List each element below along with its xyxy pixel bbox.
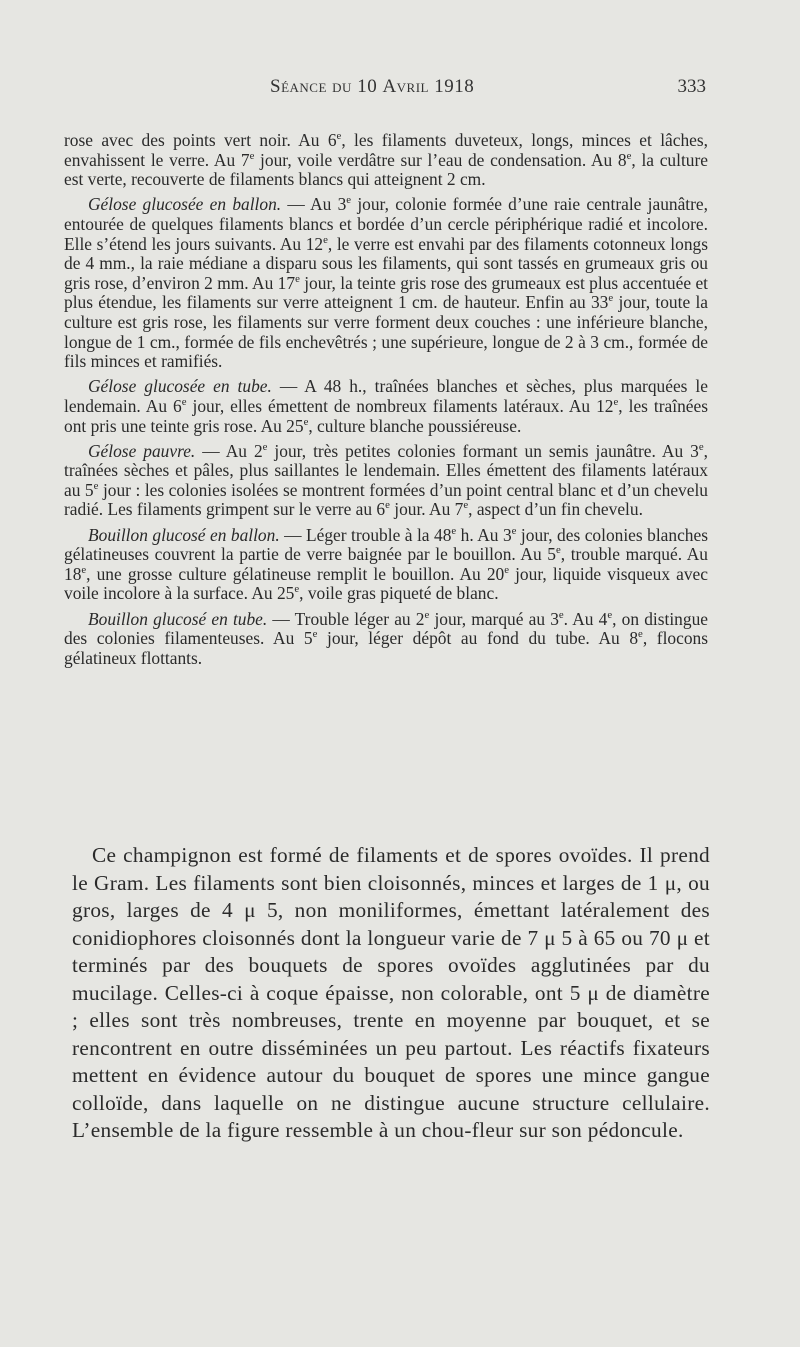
- text-run: , les traînées ont pris une teinte gris rose. Au 25: [64, 395, 708, 436]
- superscript: e: [555, 544, 561, 557]
- text-run: , les filaments duveteux, longs, minces et lâches, envahissent le verre. Au 7: [64, 130, 708, 170]
- superscript: e: [312, 628, 318, 641]
- fungus-description: [72, 842, 710, 1145]
- superscript: e: [294, 583, 300, 596]
- superscript: e: [346, 194, 352, 207]
- superscript: e: [336, 130, 342, 143]
- text-run: jour, toute la culture est gris rose, les filaments sur verre forment deux couches : une inférieure blanche, longue de 1 cm., formée de fils enchevêtrés ; une supérieure, longue de 2 à 3 cm., formée de fils minces et ramifiés.: [64, 292, 708, 372]
- paragraph-bouillon-glucose-tube: [64, 610, 708, 669]
- culture-observations: [64, 131, 708, 674]
- paragraph-gelose-glucosee-tube: [64, 377, 708, 436]
- title-month: Avril: [382, 76, 429, 97]
- text-run: , aspect d’un fin chevelu.: [468, 499, 643, 520]
- superscript: e: [463, 499, 469, 512]
- superscript: e: [385, 499, 390, 512]
- superscript: e: [262, 440, 268, 453]
- superscript: e: [93, 480, 99, 493]
- superscript: e: [511, 524, 517, 537]
- superscript: e: [181, 396, 187, 409]
- text-run: jour, elles émettent de nombreux filaments latéraux. Au 12: [186, 395, 614, 416]
- paragraph-title: Gélose glucosée en tube.: [88, 376, 272, 397]
- title-prefix: Séance du: [270, 76, 352, 97]
- title-year: 1918: [434, 76, 475, 97]
- paragraph-bouillon-glucose-ballon: [64, 526, 708, 604]
- text-run: , traînées sèches et pâles, plus saillantes le lendemain. Elles émettent des filaments latéraux au 5: [64, 440, 708, 500]
- text-run: jour, léger dépôt au fond du tube. Au 8: [317, 628, 639, 649]
- text-run: jour. Au 7: [389, 499, 464, 520]
- text-run: h. Au 3: [456, 524, 512, 545]
- superscript: e: [303, 415, 309, 428]
- text-run: , le verre est envahi par des filaments cotonneux longs de 4 mm., la raie médiane a disparu sous les filaments, qui sont tassés en grumeaux gris ou gris rose, d’environ 2 mm. Au 17: [64, 233, 708, 293]
- text-run: jour, colonie formée d’une raie centrale jaunâtre, entourée de quelques filaments blancs et bordée d’un cercle périphérique radié et incolore. Elle s’étend les jours suivants. Au 12: [64, 194, 708, 254]
- paragraph-continuation: [64, 131, 708, 190]
- text-run: . Au 4: [563, 608, 608, 629]
- superscript: e: [323, 233, 328, 246]
- text-run: jour, la teinte gris rose des grumeaux est plus accentuée et plus étendue, les filaments sur verre atteignent 1 cm. de hauteur. Enfin au 33: [64, 272, 708, 313]
- text-run: , culture blanche poussiéreuse.: [308, 415, 522, 436]
- paragraph-title: Gélose glucosée en ballon.: [88, 194, 282, 215]
- superscript: e: [81, 564, 87, 577]
- superscript: e: [424, 608, 430, 621]
- text-run: , la culture est verte, recouverte de filaments blancs qui atteignent 2 cm.: [64, 149, 708, 190]
- text-run: — Au 2: [195, 440, 263, 461]
- text-run: — Léger trouble à la 48: [279, 524, 452, 545]
- paragraph-title: Bouillon glucosé en ballon.: [88, 524, 280, 545]
- page-number: 333: [677, 76, 706, 97]
- text-run: — A 48 h., traînées blanches et sèches, plus marquées le lendemain. Au 6: [64, 376, 708, 416]
- text-run: , flocons gélatineux flottants.: [64, 628, 708, 668]
- paragraph-title: Gélose pauvre.: [88, 440, 196, 461]
- text-run: jour : les colonies isolées se montrent formées d’un point central blanc et d’un chevelu radié. Les filaments grimpent sur le verre au 6: [64, 479, 708, 520]
- text-run: , trouble marqué. Au 18: [64, 544, 708, 584]
- superscript: e: [607, 608, 613, 621]
- superscript: e: [608, 292, 614, 305]
- paragraph-gelose-pauvre: [64, 442, 708, 520]
- paragraph-gelose-glucosee-ballon: [64, 195, 708, 371]
- superscript: e: [698, 440, 704, 453]
- superscript: e: [558, 608, 564, 621]
- superscript: e: [451, 524, 457, 537]
- superscript: e: [613, 396, 619, 409]
- text-run: jour, voile verdâtre sur l’eau de condensation. Au 8: [254, 149, 627, 170]
- text-run: , on distingue des colonies filamenteuses. Au 5: [64, 608, 708, 649]
- text-run: — Trouble léger au 2: [267, 608, 425, 629]
- paragraph-description: Ce champignon est formé de filaments et de spores ovoïdes. Il prend le Gram. Les filaments sont bien cloisonnés, minces et larges de 1 μ, ou gros, larges de 4 μ 5, non moniliformes, émettant latéralement des conidiophores cloisonnés dont la longueur varie de 7 μ 5 à 65 ou 70 μ et terminés par des bouquets de spores ovoïdes agglutinées par du mucilage. Celles-ci à coque épaisse, non colorable, ont 5 μ de diamètre ; elles sont très nombreuses, trente en moyenne par bouquet, et se rencontrent en outre disséminées un peu partout. Les réactifs fixateurs mettent en évidence autour du bouquet de spores une mince gangue colloïde, dans laquelle on ne distingue aucune structure cellulaire. L’ensemble de la figure ressemble à un chou-fleur sur son pédoncule.: [72, 843, 710, 1142]
- text-run: , voile gras piqueté de blanc.: [299, 583, 499, 604]
- running-title: [270, 76, 474, 98]
- superscript: e: [626, 149, 632, 162]
- superscript: e: [249, 149, 255, 162]
- title-day: 10: [357, 76, 378, 97]
- text-run: , une grosse culture gélatineuse remplit le bouillon. Au 20: [86, 563, 505, 584]
- superscript: e: [638, 628, 643, 641]
- superscript: e: [504, 564, 509, 577]
- text-run: rose avec des points vert noir. Au 6: [64, 130, 337, 150]
- text-run: jour, marqué au 3: [429, 608, 559, 629]
- text-run: jour, des colonies blanches gélatineuses couvrent la partie de verre baignée par le bouillon. Au 5: [64, 524, 708, 565]
- text-run: jour, très petites colonies formant un semis jaunâtre. Au 3: [267, 440, 699, 461]
- paragraph-title: Bouillon glucosé en tube.: [88, 608, 268, 629]
- text-run: — Au 3: [281, 194, 347, 215]
- superscript: e: [295, 272, 300, 285]
- text-run: jour, liquide visqueux avec voile incolore à la surface. Au 25: [64, 563, 708, 604]
- running-header: [0, 76, 800, 102]
